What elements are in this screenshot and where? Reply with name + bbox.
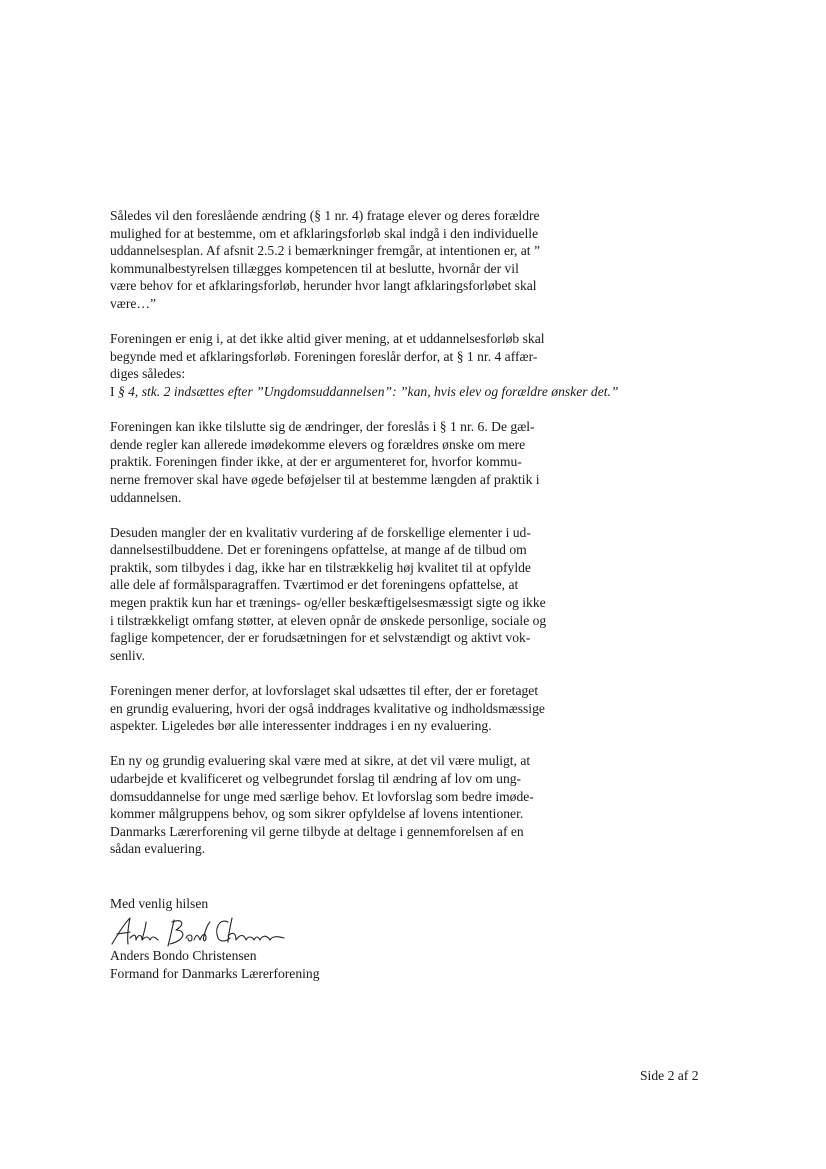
- text-line: udarbejde et kvalificeret og velbegrundet forslag til ændring af lov om ung-: [110, 771, 522, 786]
- signer-name: Anders Bondo Christensen: [110, 948, 257, 963]
- paragraph-4: [110, 524, 730, 665]
- amendment-text: § 4, stk. 2 indsættes efter ”Ungdomsuddannelsen”: ”kan, hvis elev og forældre ønsker det.”: [117, 383, 619, 399]
- text-line: diges således:: [110, 366, 186, 382]
- paragraph-2: [110, 330, 730, 400]
- text-line: dende regler kan allerede imødekomme elevers og forældres ønske om mere: [110, 436, 526, 452]
- paragraph-5: [110, 682, 730, 735]
- page-number: Side 2 af 2: [640, 1068, 699, 1083]
- text-line: uddannelsesplan. Af afsnit 2.5.2 i bemærkninger fremgår, at intentionen er, at ”: [110, 243, 541, 259]
- text-line: megen praktik kun har et trænings- og/eller beskæftigelsesmæssigt sigte og ikke: [110, 595, 546, 611]
- amendment-prefix: I: [110, 383, 118, 399]
- text-line: Således vil den foreslående ændring (§ 1 nr. 4) fratage elever og deres forældre: [110, 208, 540, 223]
- text-line: være…”: [110, 295, 157, 311]
- handwritten-signature: [108, 914, 288, 950]
- paragraph-3: [110, 418, 730, 506]
- text-line: mulighed for at bestemme, om et afklaringsforløb skal indgå i den individuelle: [110, 225, 539, 241]
- text-line: i tilstrækkeligt omfang støtter, at eleven opnår de ønskede personlige, sociale og: [110, 612, 547, 628]
- text-line: kommer målgruppens behov, og som sikrer opfyldelse af lovens intentioner.: [110, 806, 524, 822]
- paragraph-6: [110, 752, 730, 858]
- text-line: alle dele af formålsparagraffen. Tværtimod er det foreningens opfattelse, at: [110, 577, 519, 593]
- text-line: Foreningen kan ikke tilslutte sig de ændringer, der foreslås i § 1 nr. 6. De gæl-: [110, 419, 535, 435]
- text-line: domsuddannelse for unge med særlige behov. Et lovforslag som bedre imøde-: [110, 788, 534, 804]
- text-line: sådan evaluering.: [110, 841, 206, 857]
- text-line: dannelsestilbuddene. Det er foreningens opfattelse, at mange af de tilbud om: [110, 542, 527, 558]
- closing-greeting: Med venlig hilsen: [110, 896, 209, 911]
- text-line: kommunalbestyrelsen tillægges kompetencen til at beslutte, hvornår der vil: [110, 260, 519, 276]
- text-line: uddannelsen.: [110, 489, 182, 505]
- amendment-line: [110, 383, 730, 401]
- signer-block: [110, 947, 320, 982]
- text-line: Foreningen er enig i, at det ikke altid giver mening, at et uddannelsesforløb skal: [110, 331, 545, 347]
- signer-title: Formand for Danmarks Lærerforening: [110, 965, 320, 981]
- paragraph-1: [110, 207, 730, 313]
- text-line: en grundig evaluering, hvori der også inddrages kvalitative og indholdsmæssige: [110, 700, 545, 716]
- text-line: En ny og grundig evaluering skal være med at sikre, at det vil være muligt, at: [110, 753, 531, 769]
- text-line: praktik. Foreningen finder ikke, at der er argumenteret for, hvorfor kommu-: [110, 454, 522, 470]
- text-line: aspekter. Ligeledes bør alle interessenter inddrages i en ny evaluering.: [110, 718, 492, 734]
- text-line: faglige kompetencer, der er forudsætningen for et selvstændigt og aktivt vok-: [110, 630, 531, 646]
- text-line: Foreningen mener derfor, at lovforslaget skal udsættes til efter, der er foretaget: [110, 683, 539, 699]
- letter-body: [110, 207, 730, 876]
- text-line: praktik, som tilbydes i dag, ikke har en tilstrækkelig høj kvalitet til at opfylde: [110, 559, 531, 575]
- text-line: være behov for et afklaringsforløb, herunder hvor langt afklaringsforløbet skal: [110, 278, 537, 294]
- text-line: senliv.: [110, 647, 145, 663]
- text-line: begynde med et afklaringsforløb. Foreningen foreslår derfor, at § 1 nr. 4 affær-: [110, 348, 538, 364]
- text-line: nerne fremover skal have øgede beføjelser til at bestemme længden af praktik i: [110, 471, 540, 487]
- text-line: Danmarks Lærerforening vil gerne tilbyde at deltage i gennemforelsen af en: [110, 823, 524, 839]
- text-line: Desuden mangler der en kvalitativ vurdering af de forskellige elementer i ud-: [110, 524, 531, 540]
